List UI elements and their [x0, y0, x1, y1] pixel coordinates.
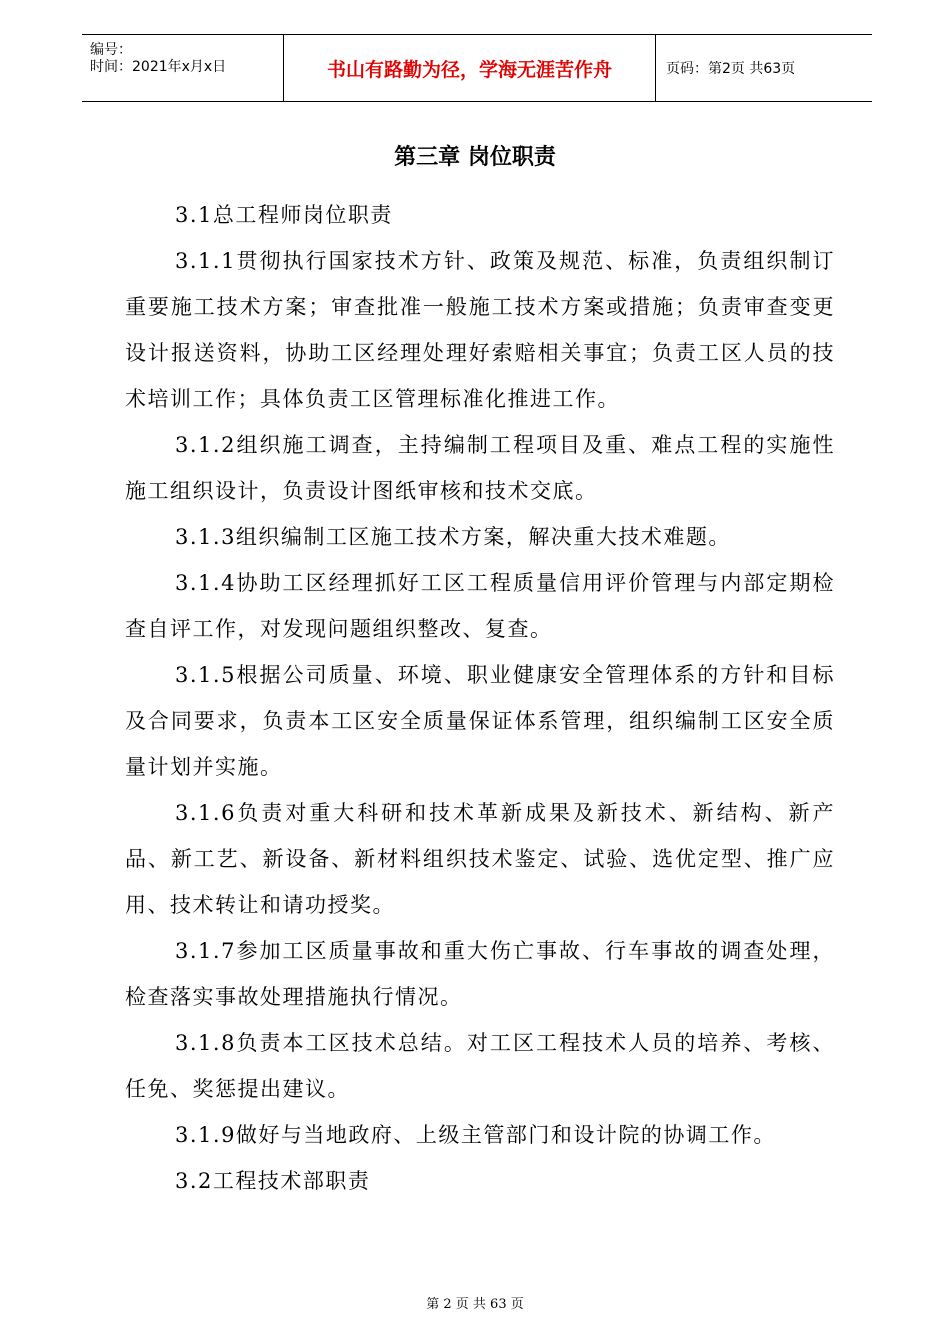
- paragraph: 3.2工程技术部职责: [175, 1169, 371, 1193]
- page-footer: 第 2 页 共 63 页: [426, 1297, 524, 1312]
- paragraph: 3.1.5根据公司质量、环境、职业健康安全管理体系的方针和目标及合同要求，负责本工区安全质量保证体系管理，组织编制工区安全质量计划并实施。: [125, 663, 835, 779]
- header-page-info: 页码：第2页 共63页: [666, 61, 796, 77]
- paragraph: 3.1.2组织施工调查，主持编制工程项目及重、难点工程的实施性施工组织设计，负责设计图纸审核和技术交底。: [125, 433, 835, 503]
- page-header: [82, 34, 872, 102]
- paragraph: 3.1.9做好与当地政府、上级主管部门和设计院的协调工作。: [175, 1123, 776, 1147]
- paragraph: 3.1总工程师岗位职责: [175, 203, 393, 227]
- paragraph: 3.1.3组织编制工区施工技术方案，解决重大技术难题。: [175, 525, 731, 549]
- document-number-label: 编号：: [90, 42, 132, 58]
- document-body: [125, 192, 835, 1204]
- paragraph: 3.1.4协助工区经理抓好工区工程质量信用评价管理与内部定期检查自评工作，对发现问题组织整改、复查。: [125, 571, 835, 641]
- header-page-cell: [656, 35, 872, 101]
- header-motto: 书山有路勤为径，学海无涯苦作舟: [326, 58, 612, 81]
- paragraph: 3.1.6负责对重大科研和技术革新成果及新技术、新结构、新产品、新工艺、新设备、新材料组织技术鉴定、试验、选优定型、推广应用、技术转让和请功授奖。: [125, 801, 835, 917]
- chapter-title: 第三章 岗位职责: [394, 145, 556, 170]
- paragraph: 3.1.7参加工区质量事故和重大伤亡事故、行车事故的调查处理，检查落实事故处理措施执行情况。: [125, 939, 835, 1009]
- header-meta-cell: [82, 35, 284, 101]
- paragraph: 3.1.8负责本工区技术总结。对工区工程技术人员的培养、考核、任免、奖惩提出建议。: [125, 1031, 835, 1101]
- document-time-label: 时间：2021年x月x日: [90, 59, 227, 75]
- paragraph: 3.1.1贯彻执行国家技术方针、政策及规范、标准，负责组织制订重要施工技术方案；审查批准一般施工技术方案或措施；负责审查变更设计报送资料，协助工区经理处理好索赔相关事宜；负责工区人员的技术培训工作；具体负责工区管理标准化推进工作。: [125, 249, 835, 411]
- header-motto-cell: [284, 35, 656, 101]
